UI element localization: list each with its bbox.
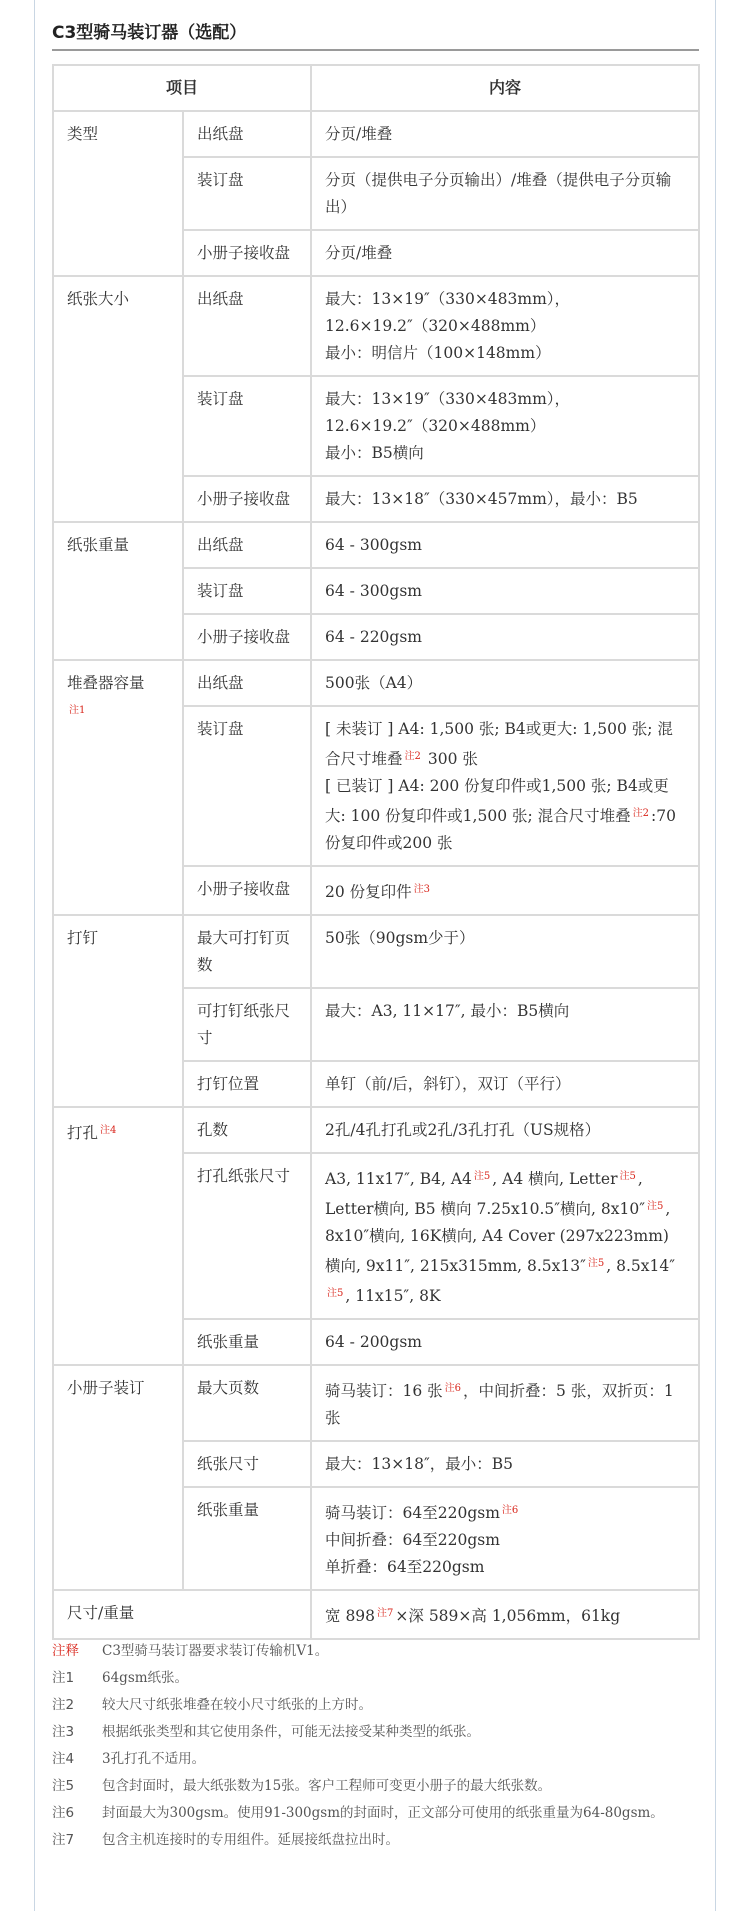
sub-item-cell: 装订盘 bbox=[183, 568, 311, 614]
category-cell bbox=[53, 111, 183, 276]
content-text: 骑马装订：64至220gsm bbox=[325, 1504, 500, 1522]
sub-item-cell: 小册子接收盘 bbox=[183, 230, 311, 276]
note-item bbox=[52, 1804, 692, 1822]
content-cell bbox=[311, 1487, 699, 1590]
note-item bbox=[52, 1723, 692, 1741]
category-label: 纸张大小 bbox=[67, 290, 130, 308]
content-cell: 分页/堆叠 bbox=[311, 230, 699, 276]
content-line: 最大：13×19″（330×483mm），12.6×19.2″（320×488mm） bbox=[325, 290, 571, 335]
note-text: 较大尺寸纸张堆叠在较小尺寸纸张的上方时。 bbox=[102, 1697, 372, 1713]
content-line: 最大：13×19″（330×483mm），12.6×19.2″（320×488mm） bbox=[325, 390, 571, 435]
category-label: 打孔 bbox=[67, 1124, 99, 1142]
content-cell bbox=[311, 1153, 699, 1319]
table-row bbox=[53, 522, 699, 568]
content-cell: 最大：A3, 11×17″, 最小：B5横向 bbox=[311, 988, 699, 1061]
sub-item-cell: 纸张重量 bbox=[183, 1319, 311, 1365]
content-cell: 64 - 300gsm bbox=[311, 568, 699, 614]
note-ref[interactable]: 注6 bbox=[444, 1383, 462, 1394]
note-key: 注4 bbox=[52, 1751, 75, 1767]
content-text: ×深 589×高 1,056mm，61kg bbox=[395, 1607, 621, 1625]
note-item bbox=[52, 1831, 692, 1849]
category-cell bbox=[53, 276, 183, 522]
sub-item-cell: 出纸盘 bbox=[183, 276, 311, 376]
note-ref[interactable]: 注4 bbox=[100, 1125, 117, 1136]
content-cell: 最大：13×18″（330×457mm），最小：B5 bbox=[311, 476, 699, 522]
note-key: 注1 bbox=[52, 1670, 75, 1686]
note-ref[interactable]: 注5 bbox=[619, 1171, 636, 1182]
content-cell: 50张（90gsm少于） bbox=[311, 915, 699, 988]
note-item bbox=[52, 1696, 692, 1714]
note-key: 注6 bbox=[52, 1805, 75, 1821]
note-ref[interactable]: 注2 bbox=[404, 751, 421, 762]
sub-item-cell: 小册子接收盘 bbox=[183, 866, 311, 915]
category-label: 打钉 bbox=[67, 929, 99, 947]
content-text: , Letter横向, B5 横向 7.25x10.5″横向, 8x10″ bbox=[325, 1170, 646, 1218]
content-text: :70 份复印件或200 张 bbox=[325, 807, 676, 852]
content-text: 300 张 bbox=[427, 750, 478, 768]
table-header-row bbox=[53, 65, 699, 111]
note-item bbox=[52, 1669, 692, 1687]
notes-section bbox=[52, 1642, 692, 1858]
category-label: 类型 bbox=[67, 125, 99, 143]
content-cell bbox=[311, 1365, 699, 1441]
sub-item-cell: 最大可打钉页数 bbox=[183, 915, 311, 988]
content-cell: 64 - 300gsm bbox=[311, 522, 699, 568]
content-cell bbox=[311, 866, 699, 915]
note-text: 根据纸张类型和其它使用条件，可能无法接受某种类型的纸张。 bbox=[102, 1724, 480, 1740]
note-ref[interactable]: 注6 bbox=[501, 1505, 519, 1516]
content-cell: 最大：13×18″，最小：B5 bbox=[311, 1441, 699, 1487]
sub-item-cell: 可打钉纸张尺寸 bbox=[183, 988, 311, 1061]
sub-item-cell: 纸张重量 bbox=[183, 1487, 311, 1590]
note-key: 注3 bbox=[52, 1724, 75, 1740]
content-text: 骑马装订：16 张 bbox=[325, 1382, 443, 1400]
content-cell: 单钉（前/后，斜钉），双订（平行） bbox=[311, 1061, 699, 1107]
table-row bbox=[53, 1365, 699, 1441]
spec-table bbox=[52, 64, 700, 1640]
sub-item-cell: 最大页数 bbox=[183, 1365, 311, 1441]
category-label: 纸张重量 bbox=[67, 536, 130, 554]
note-text: C3型骑马装订器要求装订传输机V1。 bbox=[102, 1643, 329, 1659]
header-item: 项目 bbox=[53, 65, 311, 111]
content-text: , 11x15″, 8K bbox=[345, 1287, 441, 1305]
content-cell: 分页/堆叠 bbox=[311, 111, 699, 157]
category-label: 堆叠器容量 bbox=[67, 674, 145, 692]
note-ref[interactable]: 注5 bbox=[647, 1201, 664, 1212]
content-text: , 8x10″横向, 16K横向, A4 Cover (297x223mm) 横向, 9x11″, 215x315mm, 8.5x13″ bbox=[325, 1200, 671, 1275]
content-text: 宽 898 bbox=[325, 1607, 376, 1625]
note-key: 注释 bbox=[52, 1643, 79, 1659]
note-ref[interactable]: 注5 bbox=[587, 1258, 605, 1269]
note-text: 包含封面时，最大纸张数为15张。客户工程师可变更小册子的最大纸张数。 bbox=[102, 1778, 552, 1794]
sub-item-cell: 小册子接收盘 bbox=[183, 476, 311, 522]
content-text: , 8.5x14″ bbox=[606, 1257, 676, 1275]
table-row bbox=[53, 915, 699, 988]
content-cell bbox=[311, 276, 699, 376]
content-text: , A4 横向, Letter bbox=[492, 1170, 618, 1188]
content-text: [ 已装订 ] A4: 200 份复印件或1,500 张; B4或更大: 100 份复印件或1,500 张; 混合尺寸堆叠 bbox=[325, 777, 669, 825]
note-key: 注2 bbox=[52, 1697, 75, 1713]
category-cell bbox=[53, 522, 183, 660]
content-line: 最小：B5横向 bbox=[325, 444, 424, 462]
table-row bbox=[53, 111, 699, 157]
content-cell bbox=[311, 376, 699, 476]
content-line bbox=[325, 716, 686, 773]
content-cell bbox=[311, 1590, 699, 1639]
note-item bbox=[52, 1750, 692, 1768]
content-line: 单折叠：64至220gsm bbox=[325, 1558, 485, 1576]
sub-item-cell: 装订盘 bbox=[183, 706, 311, 866]
content-line: 最小：明信片（100×148mm） bbox=[325, 344, 551, 362]
content-text: 20 份复印件 bbox=[325, 883, 412, 901]
sub-item-cell: 纸张尺寸 bbox=[183, 1441, 311, 1487]
content-line: 中间折叠：64至220gsm bbox=[325, 1531, 500, 1549]
category-cell bbox=[53, 1590, 311, 1639]
note-text: 包含主机连接时的专用组件。延展接纸盘拉出时。 bbox=[102, 1832, 399, 1848]
category-label: 尺寸/重量 bbox=[67, 1604, 135, 1622]
content-cell: 64 - 220gsm bbox=[311, 614, 699, 660]
note-ref[interactable]: 注5 bbox=[327, 1288, 344, 1299]
category-cell bbox=[53, 1107, 183, 1365]
category-label: 小册子装订 bbox=[67, 1379, 145, 1397]
sub-item-cell: 装订盘 bbox=[183, 157, 311, 230]
sub-item-cell: 出纸盘 bbox=[183, 660, 311, 706]
note-item bbox=[52, 1642, 692, 1660]
sub-item-cell: 装订盘 bbox=[183, 376, 311, 476]
note-ref[interactable]: 注1 bbox=[69, 705, 86, 716]
category-cell bbox=[53, 915, 183, 1107]
note-text: 3孔打孔不适用。 bbox=[102, 1751, 206, 1767]
note-text: 封面最大为300gsm。使用91-300gsm的封面时，正文部分可使用的纸张重量为64-80gsm。 bbox=[102, 1805, 664, 1821]
content-text: A3, 11x17″, B4, A4 bbox=[325, 1170, 472, 1188]
content-text: [ 未装订 ] A4: 1,500 张; B4或更大: 1,500 张; 混合尺寸堆叠 bbox=[325, 720, 673, 768]
note-text: 64gsm纸张。 bbox=[102, 1670, 189, 1686]
content-line bbox=[325, 1497, 686, 1527]
title-divider bbox=[52, 49, 699, 51]
table-row bbox=[53, 1107, 699, 1153]
sub-item-cell: 出纸盘 bbox=[183, 522, 311, 568]
table-row bbox=[53, 276, 699, 376]
note-key: 注7 bbox=[52, 1832, 75, 1848]
content-text: ，中间折叠：5 张，双折页：1 张 bbox=[325, 1382, 674, 1427]
sub-item-cell: 打钉位置 bbox=[183, 1061, 311, 1107]
header-content: 内容 bbox=[311, 65, 699, 111]
category-cell bbox=[53, 660, 183, 915]
note-ref[interactable]: 注5 bbox=[473, 1171, 491, 1182]
note-key: 注5 bbox=[52, 1778, 75, 1794]
content-cell: 64 - 200gsm bbox=[311, 1319, 699, 1365]
note-ref[interactable]: 注7 bbox=[377, 1608, 394, 1619]
table-row bbox=[53, 1590, 699, 1639]
sub-item-cell: 孔数 bbox=[183, 1107, 311, 1153]
category-cell bbox=[53, 1365, 183, 1590]
note-ref[interactable]: 注3 bbox=[413, 884, 431, 895]
content-cell: 2孔/4孔打孔或2孔/3孔打孔（US规格） bbox=[311, 1107, 699, 1153]
content-cell: 分页（提供电子分页输出）/堆叠（提供电子分页输出） bbox=[311, 157, 699, 230]
sub-item-cell: 出纸盘 bbox=[183, 111, 311, 157]
note-ref[interactable]: 注2 bbox=[632, 808, 650, 819]
content-line bbox=[325, 773, 686, 857]
sub-item-cell: 小册子接收盘 bbox=[183, 614, 311, 660]
table-row bbox=[53, 660, 699, 706]
sub-item-cell: 打孔纸张尺寸 bbox=[183, 1153, 311, 1319]
page-title: C3型骑马装订器（选配） bbox=[52, 23, 247, 43]
note-item bbox=[52, 1777, 692, 1795]
content-cell bbox=[311, 706, 699, 866]
content-cell: 500张（A4） bbox=[311, 660, 699, 706]
